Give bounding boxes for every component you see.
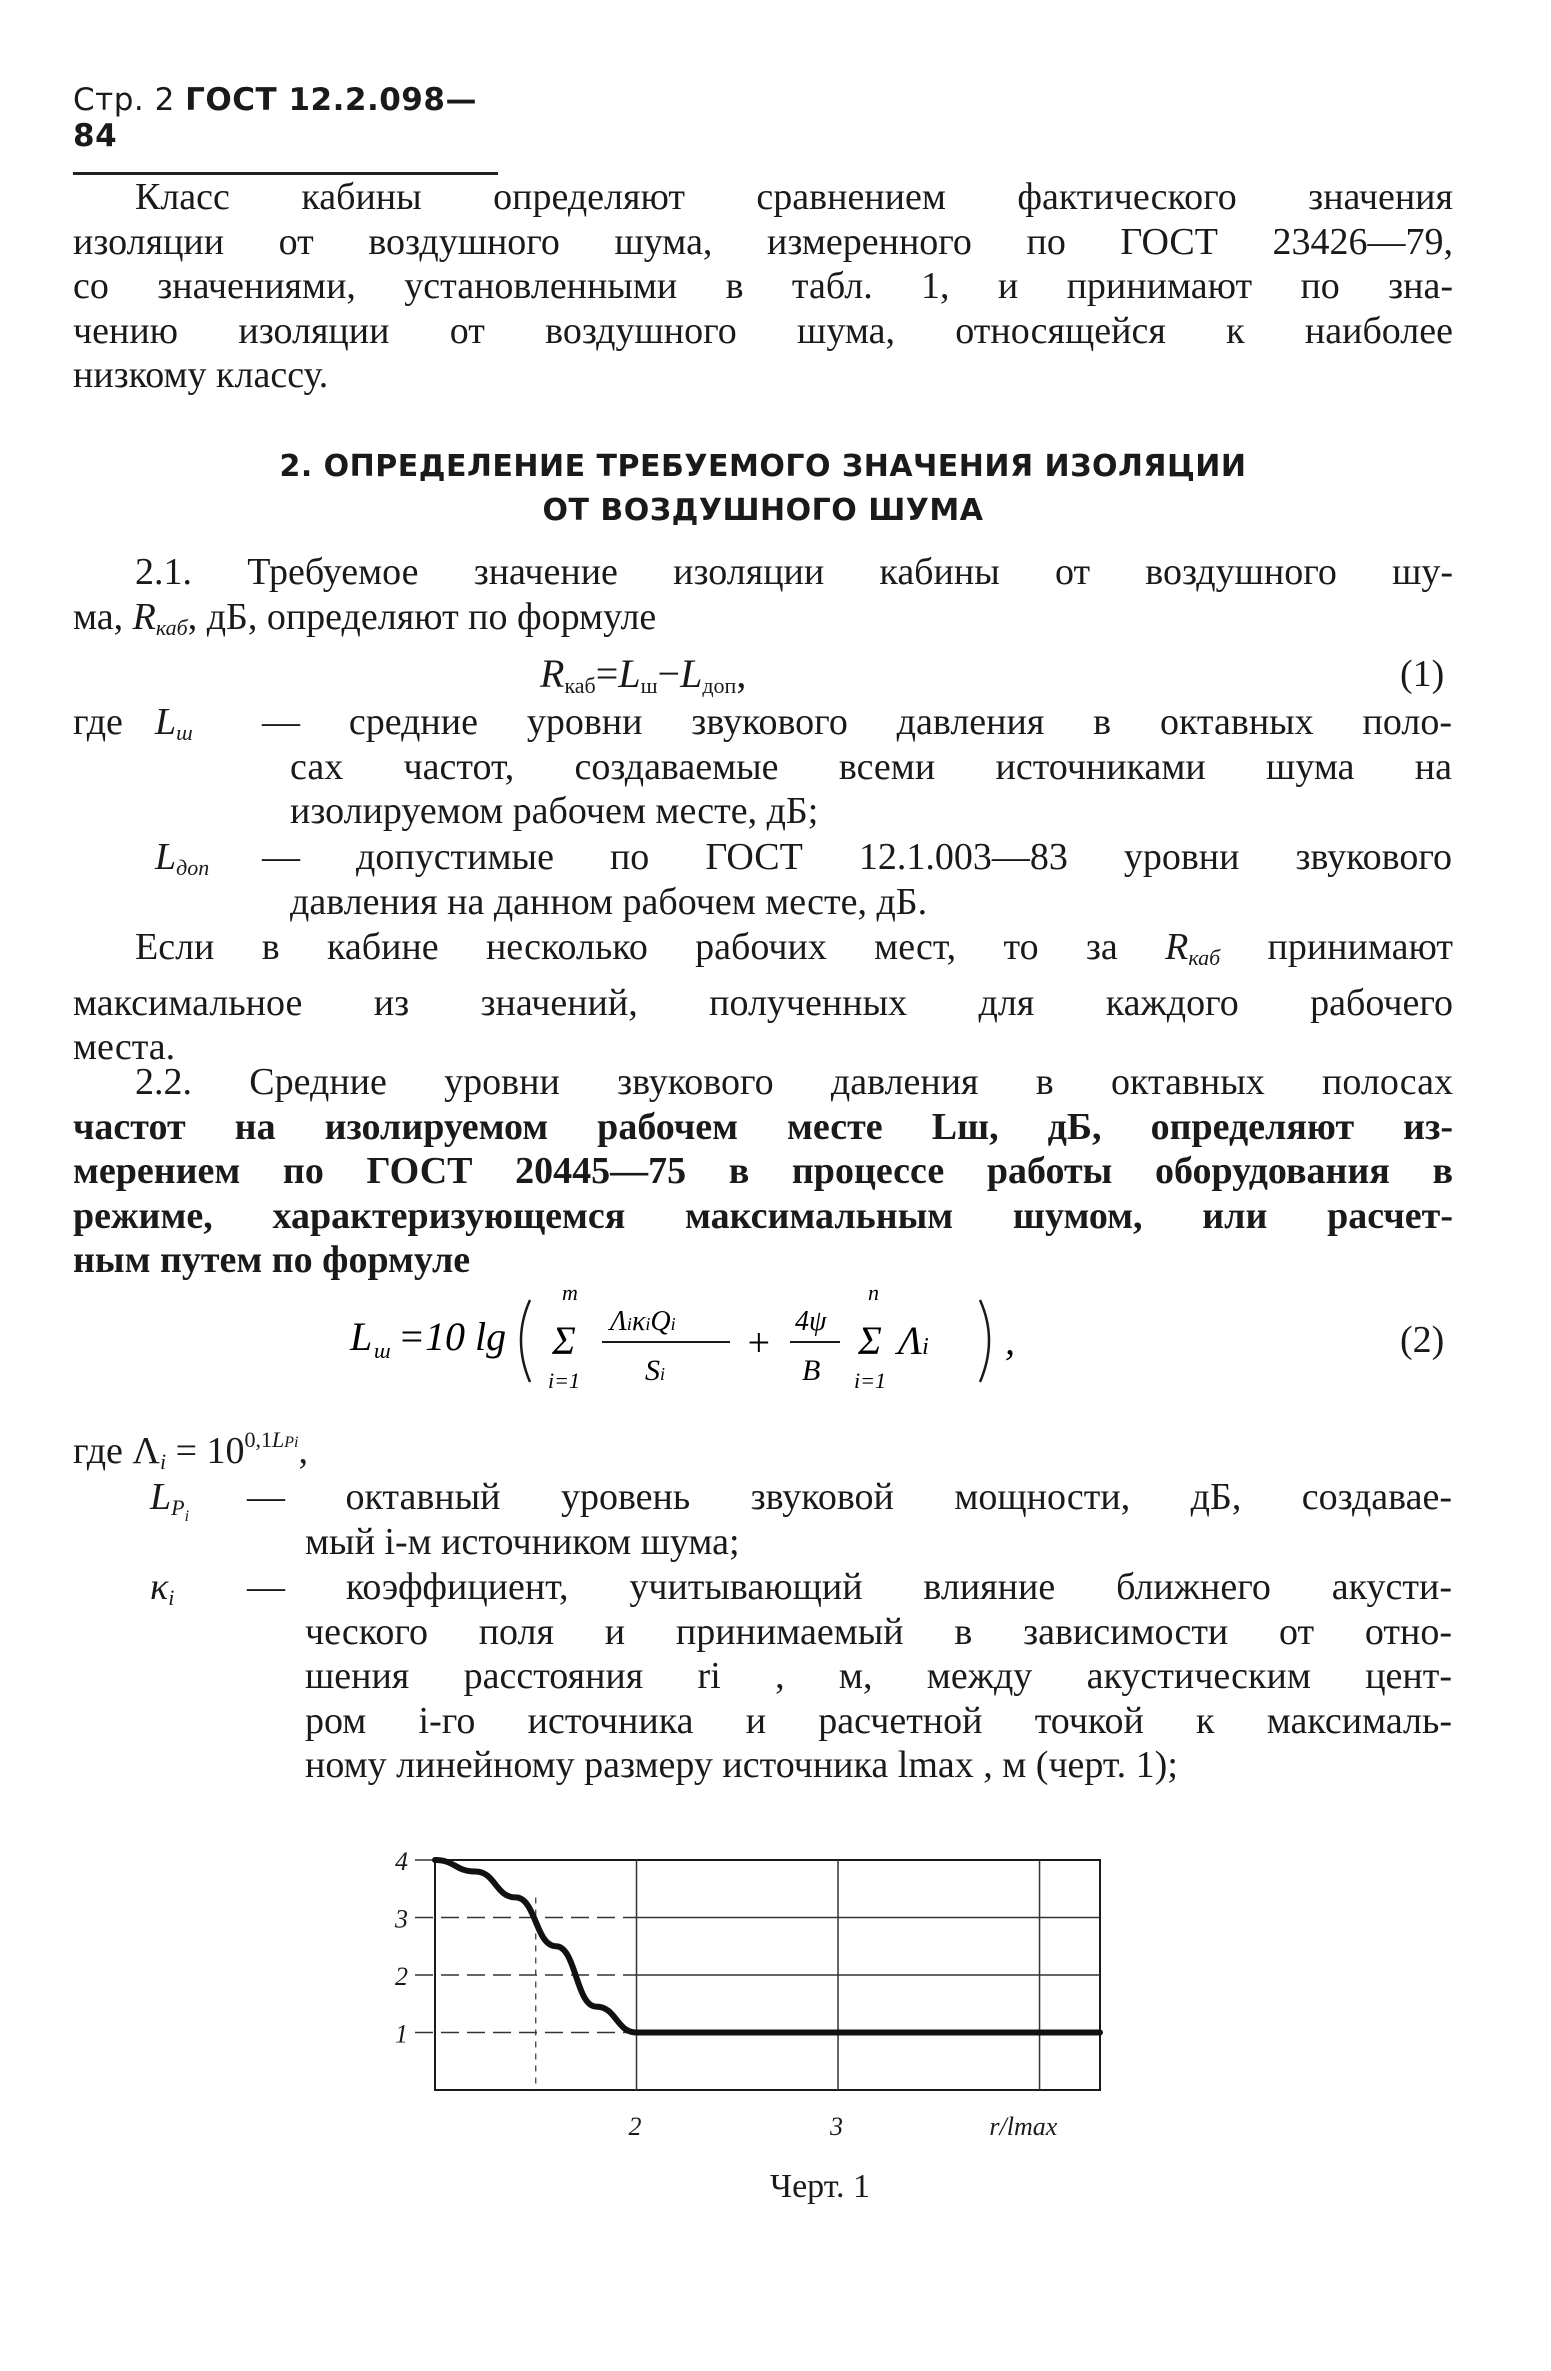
svg-text:L: L [350,1314,373,1359]
y-tick-label: 3 [395,1904,408,1934]
svg-text:n: n [868,1280,879,1305]
multi-line [73,925,1453,981]
def-line: ром i-го источника и расчетной точкой к максималь- [305,1699,1452,1742]
definition-ldop [262,835,1452,924]
series-line-kappa [435,1860,1100,2033]
svg-text:+: + [745,1320,772,1365]
p21-line [73,595,1453,651]
svg-text:,: , [1005,1318,1015,1363]
page-number: Стр. 2 [73,82,175,118]
def-line: мый i-м источником шума; [305,1520,740,1563]
def-line: давления на данном рабочем месте, дБ. [290,880,928,923]
symbol-lsh: $L_ш$ [155,701,193,745]
intro-line: низкому классу. [73,354,329,396]
multi-line: места. [73,1026,176,1068]
p22-line: частот на изолируемом рабочем месте Lш, дБ, определяют из- [73,1105,1453,1148]
svg-text:Σ: Σ [858,1318,882,1363]
x-tick-label: 2 [628,2112,642,2141]
y-tick-label: 2 [395,1962,408,1991]
def-line: ческого поля и принимаемый в зависимости от отно- [305,1610,1452,1653]
y-tick-label: 4 [395,1847,408,1876]
definition-lp [247,1475,1452,1564]
svg-text:ш: ш [374,1338,391,1363]
def-line: изолируемом рабочем месте, дБ; [290,790,819,832]
definition-lsh [262,700,1452,834]
intro-line: со значениями, установленными в табл. 1, и принимают по зна- [73,265,1453,307]
def-line: шения расстояния ri , м, между акустическим цент- [305,1655,1452,1697]
section-heading [73,445,1453,533]
standard-code: ГОСТ 12.2.098—84 [73,82,477,154]
formula-2 [340,1270,1120,1410]
p22-line: 2.2. Средние уровни звукового давления в октавных полосах [135,1061,1453,1103]
x-tick-label: 3 [830,2112,844,2141]
r-kab-symbol: $R_{каб}$ [132,595,188,640]
paragraph-multi-workplaces [73,925,1453,1070]
svg-text:ΛiκiQi: ΛiκiQi [610,1306,676,1337]
equation-number-1: (1) [1400,653,1445,695]
kappa-chart [380,1840,1140,2170]
intro-line: изоляции от воздушного шума, измеренного по ГОСТ 23426—79, [73,220,1453,263]
section-heading-line: 2. ОПРЕДЕЛЕНИЕ ТРЕБУЕМОГО ЗНАЧЕНИЯ ИЗОЛЯЦИИ [279,449,1247,484]
x-axis-label: r/lmax [989,2112,1058,2141]
p21-text: , дБ, определяют по формуле [187,595,657,638]
multi-text: принимают [1220,926,1453,968]
svg-text:Λi: Λi [898,1318,929,1363]
figure-caption: Черт. 1 [769,2168,871,2205]
multi-line: максимальное из значений, полученных для каждого рабочего [73,981,1453,1024]
paragraph-2-1 [73,550,1453,650]
paragraph-2-2 [73,1060,1453,1283]
p21-line: 2.1. Требуемое значение изоляции кабины от воздушного шу- [135,551,1453,593]
formula-1: $R_{каб}=L_ш-L_{доп}$, [540,651,747,698]
r-kab-symbol: $R_{каб}$ [1165,926,1221,970]
def-line: сах частот, создаваемые всеми источниками шума на [290,745,1452,788]
symbol-kappa: $\kappa_i$ [150,1566,175,1610]
multi-text: Если в кабине несколько рабочих мест, то за [135,926,1166,968]
p22-line: режиме, характеризующемся максимальным шумом, или расчет- [73,1194,1453,1237]
intro-paragraph [73,175,1453,398]
symbol-ldop: $L_{доп}$ [155,836,210,880]
svg-text:Si: Si [645,1354,666,1387]
y-tick-label: 1 [395,2019,408,2049]
svg-text:i=1: i=1 [854,1368,886,1393]
intro-line: Класс кабины определяют сравнением фактического значения [135,176,1453,218]
def-line: — средние уровни звукового давления в октавных поло- [262,701,1452,743]
svg-text:m: m [562,1280,578,1305]
definition-kappa [247,1565,1452,1788]
svg-text:4ψ: 4ψ [795,1306,827,1337]
def-line: — допустимые по ГОСТ 12.1.003—83 уровни звукового [262,836,1452,878]
svg-text:=10 lg: =10 lg [398,1314,507,1359]
svg-text:Σ: Σ [552,1318,576,1363]
where-label: где [73,701,123,743]
p22-line: ным путем по формуле [73,1239,471,1281]
def-line: — октавный уровень звуковой мощности, дБ, создавае- [247,1476,1452,1518]
def-line: ному линейному размеру источника lmax , м (черт. 1); [305,1744,1178,1786]
svg-text:i=1: i=1 [548,1368,580,1393]
equation-number-2: (2) [1400,1319,1445,1361]
symbol-lp: $L_{P_i}$ [150,1476,190,1525]
def-line: — коэффициент, учитывающий влияние ближнего акусти- [247,1566,1452,1608]
page-header [73,82,498,175]
section-heading-line: ОТ ВОЗДУШНОГО ШУМА [542,493,984,528]
svg-text:B: B [802,1354,821,1387]
intro-line: чению изоляции от воздушного шума, относящейся к наиболее [73,309,1453,352]
p22-line: мерением по ГОСТ 20445—75 в процессе работы оборудования в [73,1150,1453,1192]
p21-text: ма, [73,595,133,638]
lambda-text: где $\Lambda_i = 10^{0,1LPi}$, [73,1427,308,1474]
